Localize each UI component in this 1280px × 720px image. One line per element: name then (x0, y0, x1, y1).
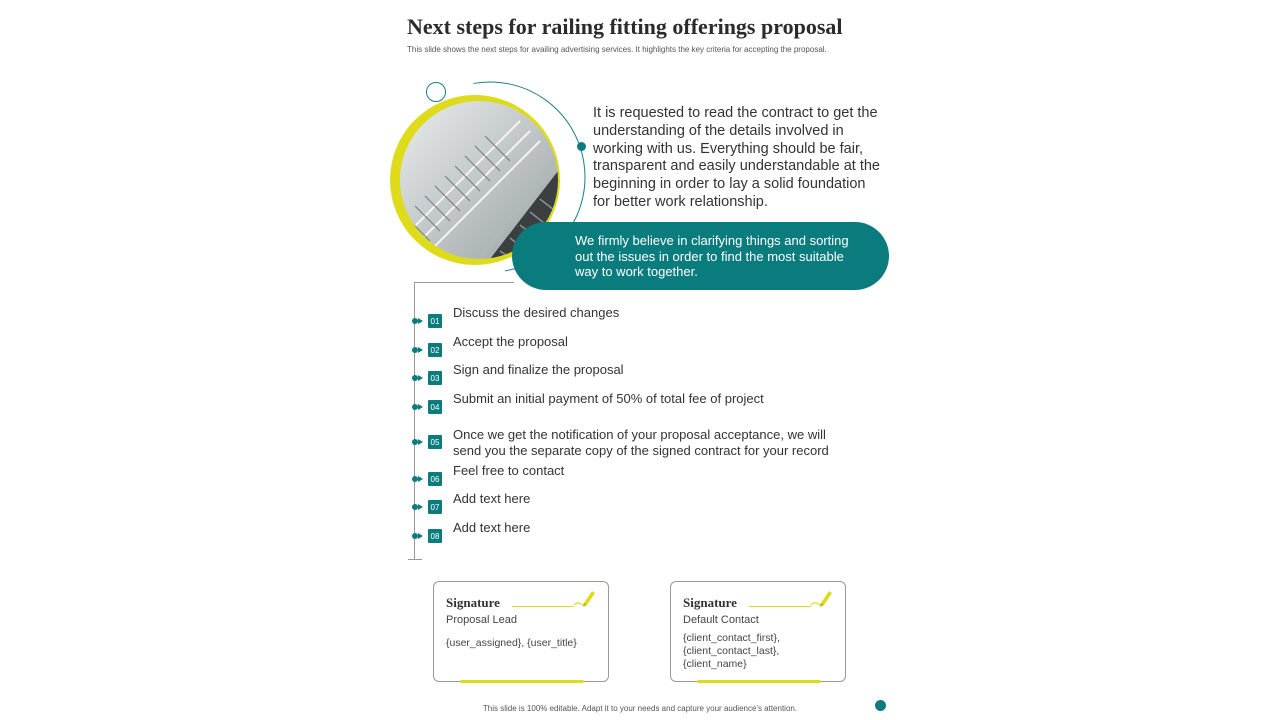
step-text: Submit an initial payment of 50% of total fee of project (453, 391, 764, 406)
step-text: Add text here (453, 491, 531, 506)
signature-field: {user_assigned}, {user_title} (446, 637, 577, 649)
page-subtitle: This slide shows the next steps for availing advertising services. It highlights the key criteria for accepting the proposal. (407, 45, 827, 54)
arrow-icon (418, 504, 423, 510)
pen-icon (572, 587, 596, 609)
intro-paragraph: It is requested to read the contract to get the understanding of the details involved in working with us. Everything should be fair, transparent and easily understandable at the beginning in order to lay a solid foundation for better work relationship. (593, 105, 880, 210)
timeline-end (408, 559, 422, 560)
step-text: Feel free to contact (453, 463, 565, 478)
signature-field: {client_contact_last}, (683, 645, 780, 657)
pen-icon (809, 587, 833, 609)
signature-label: Signature (446, 595, 500, 610)
step-text: Sign and finalize the proposal (453, 362, 624, 377)
step-text: Add text here (453, 520, 531, 535)
step-text: Accept the proposal (453, 334, 568, 349)
timeline-dot (577, 142, 586, 151)
step-number: 05 (428, 435, 442, 449)
step-text: Discuss the desired changes (453, 305, 620, 320)
signature-underline (697, 680, 821, 683)
arrow-icon (418, 476, 423, 482)
signature-underline (460, 680, 584, 683)
step-text: Once we get the notification of your proposal acceptance, we will send you the separate copy of the signed contract for your record (453, 427, 829, 458)
signature-label: Signature (683, 595, 737, 610)
arrow-icon (418, 375, 423, 381)
arrow-icon (418, 439, 423, 445)
signature-field: {client_contact_first}, (683, 632, 780, 644)
arrow-icon (418, 318, 423, 324)
signature-role: Default Contact (683, 614, 759, 626)
step-number: 03 (428, 371, 442, 385)
signature-line (749, 606, 811, 607)
step-number: 07 (428, 500, 442, 514)
signature-fields (446, 637, 577, 650)
highlight-box (512, 222, 889, 290)
signature-card-proposal-lead (433, 581, 609, 682)
timeline-connector (414, 282, 514, 283)
signature-card-default-contact (670, 581, 846, 682)
signature-role: Proposal Lead (446, 614, 517, 626)
highlight-text: We firmly believe in clarifying things and sorting out the issues in order to find the most suitable way to work together. (575, 233, 849, 279)
step-number: 06 (428, 472, 442, 486)
signature-line (512, 606, 574, 607)
signature-field: {client_name} (683, 658, 747, 670)
step-number: 01 (428, 314, 442, 328)
decorative-dot (875, 700, 886, 711)
step-number: 02 (428, 343, 442, 357)
arrow-icon (418, 404, 423, 410)
footer-note: This slide is 100% editable. Adapt it to your needs and capture your audience's attention. (482, 704, 798, 713)
step-number: 08 (428, 529, 442, 543)
arrow-icon (418, 347, 423, 353)
page-title: Next steps for railing fitting offerings proposal (407, 14, 843, 39)
arrow-icon (418, 533, 423, 539)
signature-fields (683, 632, 780, 671)
step-number: 04 (428, 400, 442, 414)
